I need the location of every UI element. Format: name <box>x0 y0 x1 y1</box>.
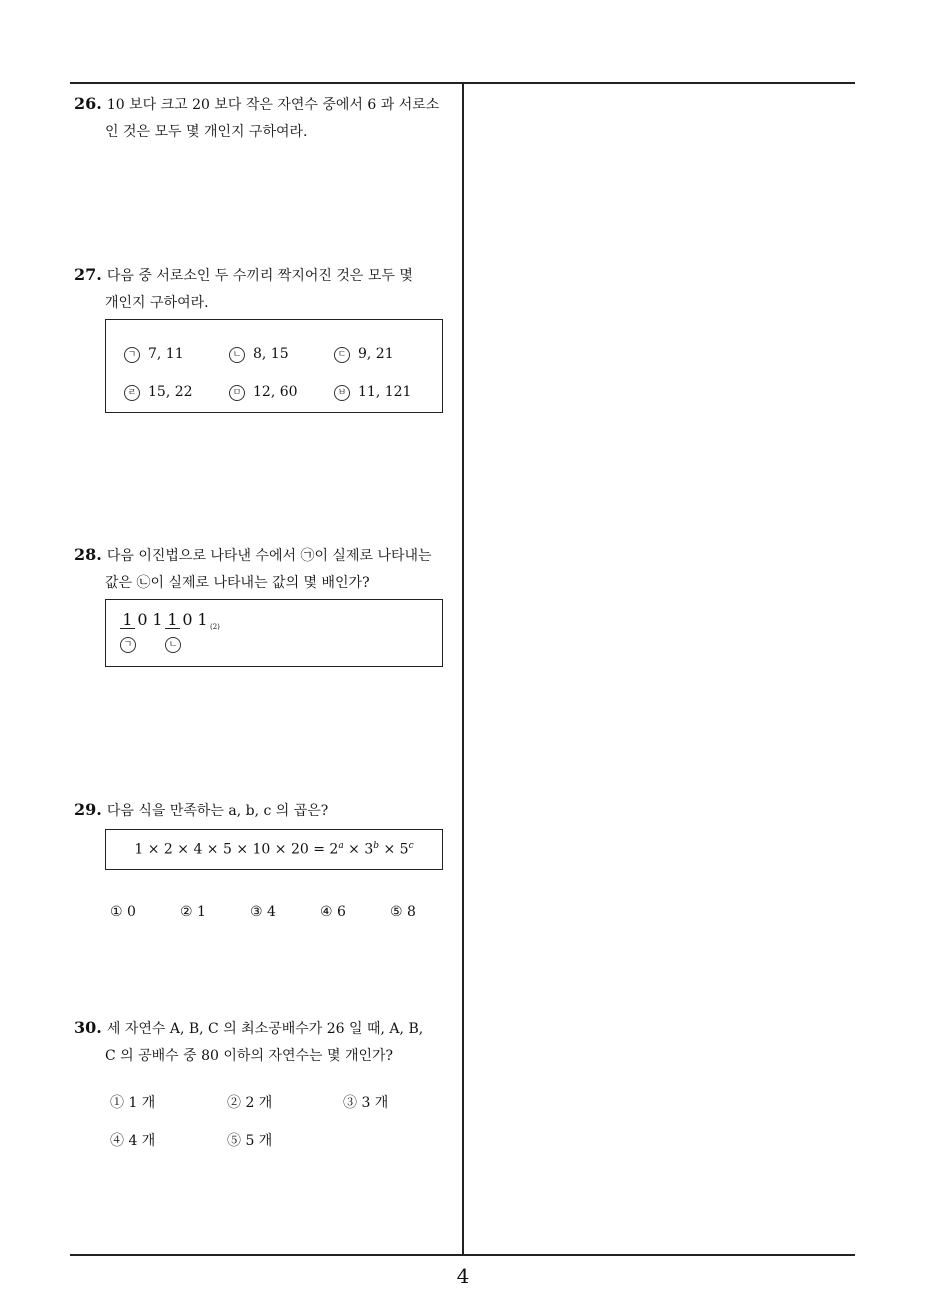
circled-mark: ㄱ <box>124 347 140 363</box>
question-26-line2: 인 것은 모두 몇 개인지 구하여라. <box>105 124 308 140</box>
question-number: 29. <box>74 800 102 819</box>
choice-4[interactable]: ④ 6 <box>320 904 346 920</box>
choice-3[interactable]: ③ 3 개 <box>343 1095 389 1111</box>
binary-number <box>120 610 220 631</box>
question-27-options-box <box>105 319 443 413</box>
circled-mark: ㄷ <box>334 347 350 363</box>
binary-digit: 1 <box>165 611 180 629</box>
choice-3[interactable]: ③ 4 <box>250 904 276 920</box>
binary-digit: 1 <box>152 610 163 629</box>
choice-5[interactable]: ⑤ 8 <box>390 904 416 920</box>
option-text: 11, 121 <box>358 384 412 400</box>
circled-mark: ㄱ <box>120 637 136 653</box>
question-text: 10 보다 크고 20 보다 작은 자연수 중에서 6 과 서로소 <box>106 97 440 113</box>
binary-digit: 0 <box>182 610 193 629</box>
choice-1[interactable]: ① 0 <box>110 904 136 920</box>
question-30-line1 <box>74 1014 456 1043</box>
question-29-line1 <box>74 796 456 825</box>
question-number: 30. <box>74 1018 102 1037</box>
circled-mark: ㄹ <box>124 385 140 401</box>
page-number: 4 <box>456 1264 470 1288</box>
question-27-line1 <box>74 261 456 290</box>
circled-mark: ㄴ <box>165 637 181 653</box>
option-item <box>124 346 184 363</box>
bottom-rule <box>70 1254 855 1256</box>
column-divider <box>462 82 464 1256</box>
option-text: 15, 22 <box>148 384 193 400</box>
circled-mark: ㅁ <box>229 385 245 401</box>
circled-mark: ㄴ <box>229 347 245 363</box>
exponent-a: a <box>338 841 344 851</box>
question-29-formula-box <box>105 829 443 870</box>
option-text: 8, 15 <box>253 346 289 362</box>
choice-2[interactable]: ② 1 <box>180 904 206 920</box>
equation <box>106 841 442 858</box>
option-text: 7, 11 <box>148 346 184 362</box>
option-item <box>124 384 193 401</box>
question-28 <box>74 541 456 597</box>
question-28-line2: 값은 ㉡이 실제로 나타내는 값의 몇 배인가? <box>105 575 370 591</box>
exponent-c: c <box>408 841 414 851</box>
choice-5[interactable]: ⑤ 5 개 <box>227 1133 273 1149</box>
question-27 <box>74 261 456 317</box>
question-29 <box>74 796 456 825</box>
binary-digit: 1 <box>197 610 208 629</box>
equation-term: × 5 <box>379 841 409 858</box>
equation-term: × 3 <box>343 841 374 858</box>
question-28-binary-box <box>105 599 443 667</box>
option-item <box>229 346 289 363</box>
question-26 <box>74 90 456 146</box>
option-item <box>334 384 411 401</box>
question-28-line1 <box>74 541 456 570</box>
option-text: 9, 21 <box>358 346 394 362</box>
question-number: 26. <box>74 94 102 113</box>
question-text: 다음 식을 만족하는 a, b, c 의 곱은? <box>106 803 329 819</box>
base-subscript: (2) <box>210 623 220 632</box>
choice-4[interactable]: ④ 4 개 <box>110 1133 156 1149</box>
choice-2[interactable]: ② 2 개 <box>227 1095 273 1111</box>
option-item <box>229 384 298 401</box>
question-number: 27. <box>74 265 102 284</box>
binary-digit: 1 <box>120 611 135 629</box>
question-number: 28. <box>74 545 102 564</box>
question-27-line2: 개인지 구하여라. <box>105 295 209 311</box>
choice-1[interactable]: ① 1 개 <box>110 1095 156 1111</box>
question-text: 다음 중 서로소인 두 수끼리 짝지어진 것은 모두 몇 <box>106 268 413 284</box>
circled-mark: ㅂ <box>334 385 350 401</box>
binary-digit: 0 <box>137 610 148 629</box>
question-text: 다음 이진법으로 나타낸 수에서 ㉠이 실제로 나타내는 <box>106 548 432 564</box>
equation-lhs: 1 × 2 × 4 × 5 × 10 × 20 = 2 <box>134 841 339 858</box>
exponent-b: b <box>373 841 380 851</box>
question-26-line1 <box>74 90 456 119</box>
option-item <box>334 346 394 363</box>
question-30 <box>74 1014 456 1070</box>
question-30-line2: C 의 공배수 중 80 이하의 자연수는 몇 개인가? <box>105 1048 394 1064</box>
question-text: 세 자연수 A, B, C 의 최소공배수가 26 일 때, A, B, <box>106 1021 424 1037</box>
option-text: 12, 60 <box>253 384 298 400</box>
